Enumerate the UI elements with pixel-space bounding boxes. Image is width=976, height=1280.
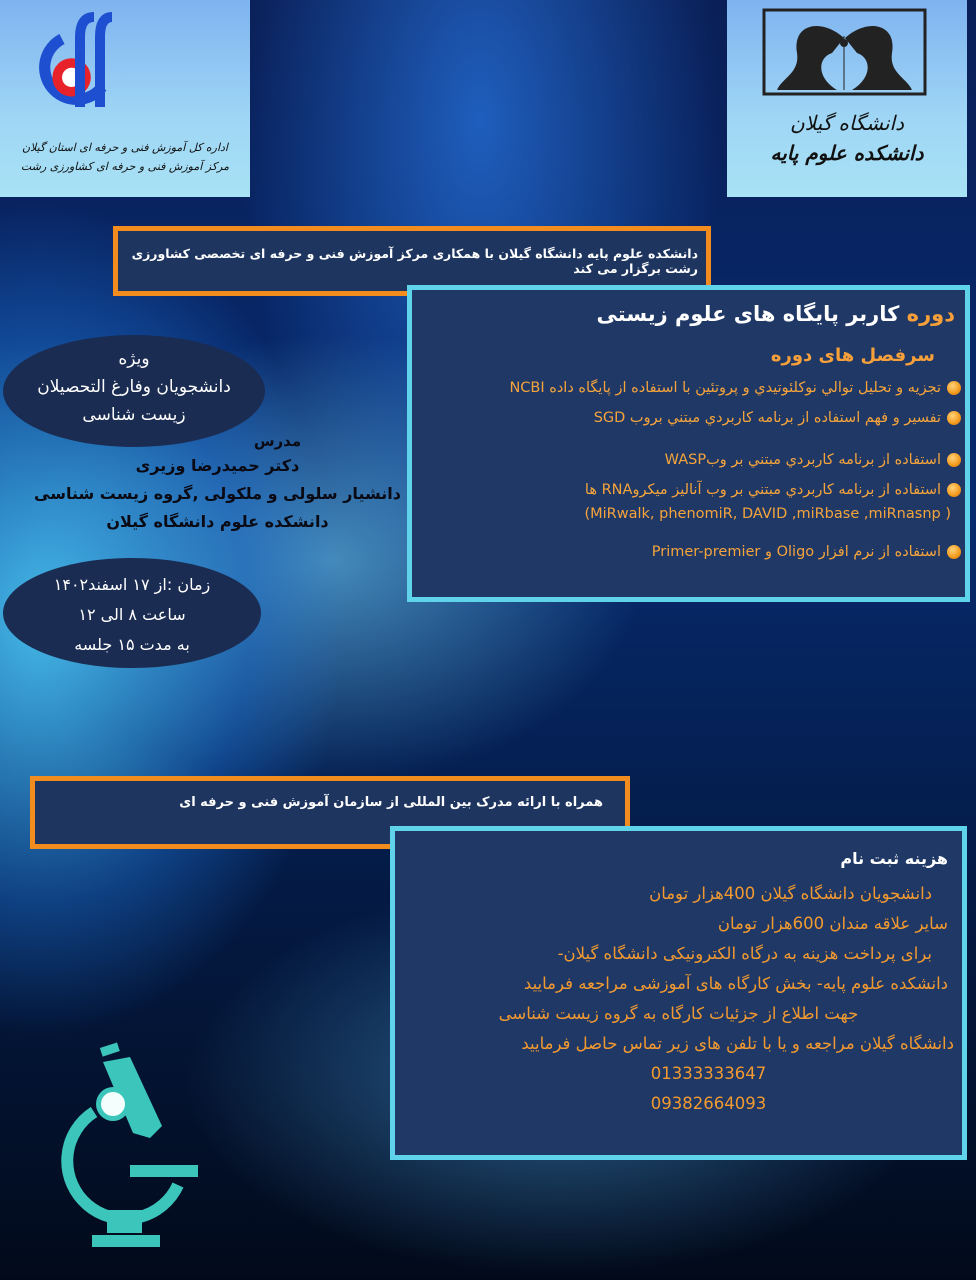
audience-line-2: دانشجویان وفارغ التحصیلان (37, 377, 231, 397)
right-logo-line-1: دانشگاه گیلان (789, 111, 905, 135)
schedule-ellipse (3, 558, 261, 668)
instructor-name: دکتر حمیدرضا وزیری (135, 456, 300, 475)
audience-line-1: ویژه (118, 349, 150, 369)
phone-1[interactable]: 01333333647 (650, 1064, 767, 1083)
right-logo-panel (727, 0, 967, 197)
fees-panel (390, 826, 967, 1160)
instructor-label: مدرس (253, 432, 302, 450)
instructor-position: دانشیار سلولی و ملکولی ,گروه زیست شناسی (34, 484, 401, 503)
syllabus-item (416, 450, 961, 470)
syllabus-item-text: استفاده از برنامه كاربردي مبتني بر وب آناليز ميكروRNA ها (584, 482, 941, 498)
syllabus-item (416, 480, 961, 500)
left-logo-panel (0, 0, 250, 197)
syllabus-heading: سرفصل های دوره (770, 345, 935, 366)
fee-others: سایر علاقه مندان 600هزار تومان (717, 914, 948, 933)
contact-info-2: دانشگاه گیلان مراجعه و یا با تلفن های زیر تماس حاصل فرمایید (521, 1034, 954, 1053)
guilan-emblem-icon (762, 8, 927, 96)
organizer-text: دانشکده علوم پایه دانشگاه گیلان با همکاری مرکز آموزش فنی و حرفه ای تخصصی کشاورزی رشت برگزار می کند (131, 246, 698, 276)
schedule-date: زمان :از ۱۷ اسفند۱۴۰۲ (53, 575, 211, 594)
syllabus-tools (416, 504, 961, 524)
syllabus-item (416, 408, 961, 428)
course-title-main: کاربر پایگاه های علوم زیستی (596, 302, 900, 326)
contact-info-1: جهت اطلاع از جزئیات کارگاه به گروه زیست شناسی (498, 1004, 859, 1023)
syllabus-list (416, 378, 961, 572)
orange-dot-icon (947, 411, 961, 425)
orange-dot-icon (947, 453, 961, 467)
tvto-bars-icon (72, 12, 112, 112)
fees-heading: هزینه ثبت نام (840, 849, 948, 868)
syllabus-item (416, 378, 961, 398)
certificate-text: همراه با ارائه مدرک بین المللی از سازمان آموزش فنی و حرفه ای (179, 795, 603, 810)
payment-info-1: برای پرداخت هزینه به درگاه الکترونیکی دانشگاه گیلان- (557, 944, 932, 963)
left-logo-text (20, 138, 230, 176)
syllabus-item (416, 542, 961, 562)
syllabus-item-text: تجزیه و تحلیل توالي نوكلئوتيدي و پروتئين با استفاده از پايگاه داده NCBI (509, 380, 941, 396)
fee-students: دانشجویان دانشگاه گیلان 400هزار تومان (649, 884, 932, 903)
payment-info-2: دانشکده علوم پایه- بخش کارگاه های آموزشی مراجعه فرمایید (523, 974, 948, 993)
instructor-block (30, 430, 405, 536)
orange-dot-icon (947, 545, 961, 559)
syllabus-tools-text: ( MiRwalk, phenomiR, DAVID ,miRbase ,miRnasnp) (584, 506, 951, 522)
right-logo-line-2: دانشکده علوم پایه (770, 141, 924, 165)
left-logo-line-2: مرکز آموزش فنی و حرفه ای کشاورزی رشت (20, 160, 230, 173)
schedule-time: ساعت ۸ الی ۱۲ (78, 605, 186, 624)
syllabus-item-text: تفسير و فهم استفاده از برنامه كاربردي مبتني بروب SGD (593, 410, 941, 426)
phone-2[interactable]: 09382664093 (650, 1094, 767, 1113)
orange-dot-icon (947, 483, 961, 497)
course-title (597, 302, 956, 326)
syllabus-item-text: استفاده از نرم افزار Oligo و Primer-premier (651, 544, 941, 560)
audience-line-3: زیست شناسی (82, 405, 186, 425)
right-logo-text (737, 108, 957, 168)
left-logo-line-1: اداره کل آموزش فنی و حرفه ای استان گیلان (22, 141, 228, 154)
orange-dot-icon (947, 381, 961, 395)
course-panel (407, 285, 970, 602)
syllabus-item-text: استفاده از برنامه كاربردي مبتني بر وبWASP (664, 452, 941, 468)
schedule-sessions: به مدت ۱۵ جلسه (74, 635, 190, 654)
microscope-icon (40, 1030, 200, 1250)
instructor-faculty: دانشکده علوم دانشگاه گیلان (106, 512, 329, 531)
course-title-prefix: دوره (906, 302, 955, 326)
